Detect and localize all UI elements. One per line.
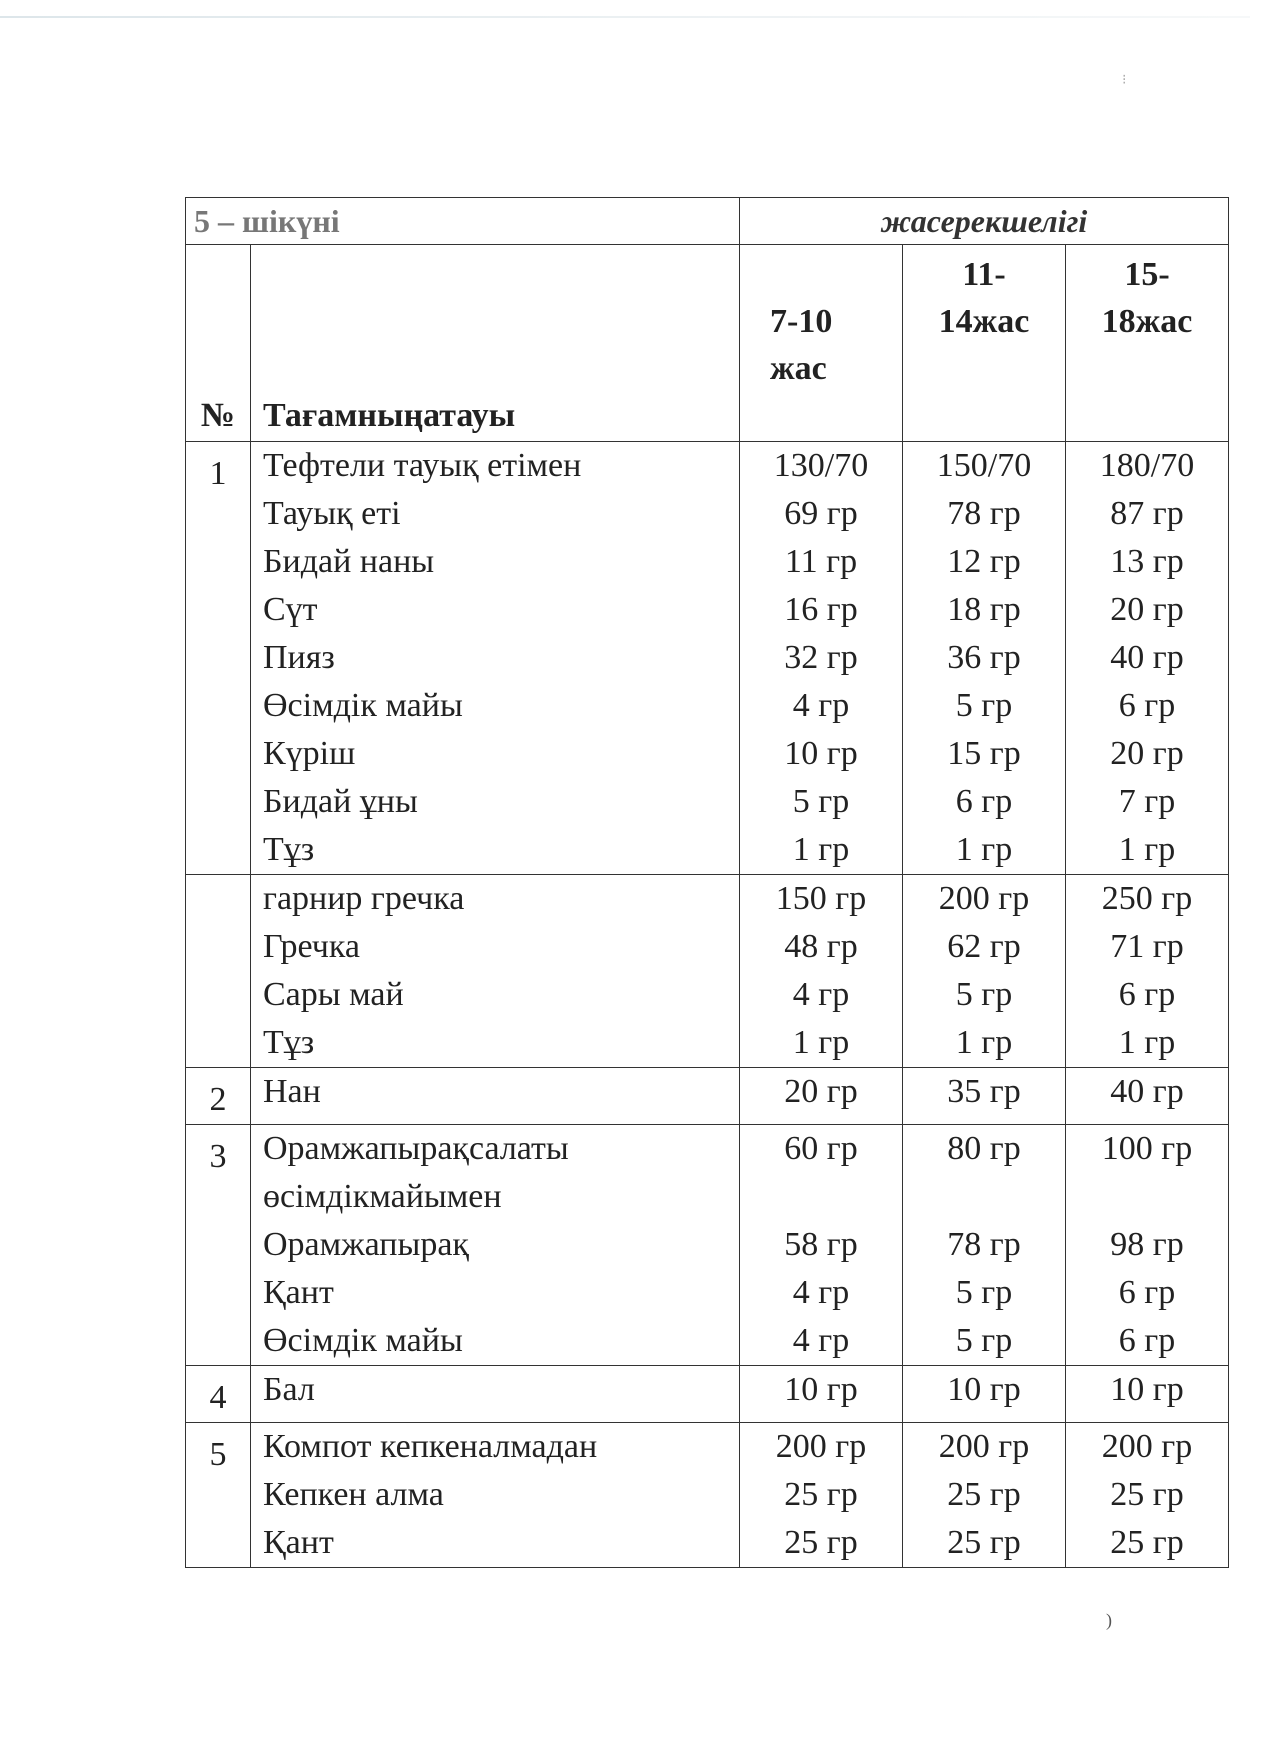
group-row [186,1366,1229,1423]
amount-value: 12 гр [947,543,1021,580]
amount-value: 25 гр [1110,1476,1184,1513]
item-name: Пияз [263,639,335,676]
item-name: Қант [263,1524,334,1561]
amount-value [740,1173,902,1221]
amount-value: 6 гр [1118,1274,1176,1311]
group-row [186,1068,1229,1125]
item-name: Тауық еті [263,495,401,532]
amount-value: 1 гр [792,1024,850,1061]
amount-value: 150 гр [775,880,867,917]
item-name: Күріш [263,735,356,772]
amount-value: 10 гр [1110,1371,1184,1408]
amount-cell-age-1 [903,875,1066,1068]
amount-cell-age-0 [740,875,903,1068]
item-name: Кепкен алма [263,1476,444,1513]
item-name: Қант [263,1274,334,1311]
amount-value: 87 гр [1110,495,1184,532]
scan-edge-line [0,16,1250,18]
amount-value: 25 гр [947,1524,1021,1561]
amount-value [903,1173,1065,1221]
amount-value: 5 гр [955,976,1013,1013]
item-name: Тұз [263,1024,315,1061]
amount-value: 6 гр [1118,687,1176,724]
amount-value: 1 гр [792,831,850,868]
amount-value: 18 гр [947,591,1021,628]
item-name: Тұз [263,831,315,868]
amount-value: 5 гр [955,1274,1013,1311]
age-line: 11- [962,256,1006,293]
amount-value: 16 гр [784,591,858,628]
amount-value: 20 гр [1110,735,1184,772]
group-row [186,442,1229,875]
item-name: Сүт [263,591,318,628]
item-name-cell [251,442,740,875]
age-line: жас [770,350,827,387]
amount-value [1066,1173,1228,1221]
group-number-cell: 5 [186,1423,251,1568]
amount-value: 200 гр [1101,1428,1193,1465]
amount-cell-age-0 [740,1423,903,1568]
day-label: 5 – шікүні [186,198,740,245]
item-name: гарнир гречка [263,880,465,917]
amount-cell-age-2 [1066,875,1229,1068]
amount-cell-age-1 [903,1423,1066,1568]
amount-value: 200 гр [938,880,1030,917]
amount-value: 78 гр [947,1226,1021,1263]
item-name: Компот кепкеналмадан [263,1428,598,1465]
amount-cell-age-0 [740,1125,903,1366]
amount-value: 36 гр [947,639,1021,676]
amount-cell-age-0 [740,1068,903,1125]
item-name: Орамжапырақсалаты [263,1130,569,1167]
amount-value: 78 гр [947,495,1021,532]
amount-value: 71 гр [1110,928,1184,965]
amount-value: 100 гр [1101,1130,1193,1167]
amount-value: 60 гр [784,1130,858,1167]
amount-cell-age-1 [903,442,1066,875]
item-name: Орамжапырақ [263,1226,469,1263]
amount-value: 250 гр [1101,880,1193,917]
amount-value: 25 гр [947,1476,1021,1513]
amount-cell-age-1 [903,1068,1066,1125]
amount-cell-age-2 [1066,1068,1229,1125]
column-number-header: № [186,245,251,442]
group-number-cell: 2 [186,1068,251,1125]
group-number-cell: 3 [186,1125,251,1366]
age-line: 14жас [938,303,1030,340]
amount-value: 48 гр [784,928,858,965]
column-age-11-14-header [903,245,1066,442]
amount-value: 20 гр [784,1073,858,1110]
amount-value: 1 гр [1118,831,1176,868]
item-name-cell [251,875,740,1068]
column-age-7-10-header [740,245,903,442]
group-number-cell: 4 [186,1366,251,1423]
amount-value: 6 гр [1118,1322,1176,1359]
amount-value: 32 гр [784,639,858,676]
amount-value: 10 гр [784,735,858,772]
item-name-cell [251,1366,740,1423]
amount-value: 7 гр [1118,783,1176,820]
amount-value: 6 гр [1118,976,1176,1013]
page-mark: ) [1106,1610,1112,1630]
group-row [186,1125,1229,1366]
group-number-cell [186,875,251,1068]
item-name: Нан [263,1073,321,1110]
group-row [186,875,1229,1068]
item-name: Бидай наны [263,543,435,580]
header-row-day [186,198,1229,245]
item-name: өсімдікмайымен [263,1178,502,1215]
item-name: Гречка [263,928,360,965]
amount-value: 25 гр [1110,1524,1184,1561]
item-name-cell [251,1125,740,1366]
amount-value: 20 гр [1110,591,1184,628]
amount-value: 4 гр [792,1274,850,1311]
item-name: Өсімдік майы [263,687,463,724]
group-row [186,1423,1229,1568]
amount-value: 200 гр [775,1428,867,1465]
amount-value: 11 гр [784,543,858,580]
amount-value: 1 гр [955,831,1013,868]
amount-value: 80 гр [947,1130,1021,1167]
amount-value: 98 гр [1110,1226,1184,1263]
amount-value: 35 гр [947,1073,1021,1110]
amount-value: 69 гр [784,495,858,532]
column-name-header: Тағамныңатауы [251,245,740,442]
amount-cell-age-2 [1066,1125,1229,1366]
amount-value: 4 гр [792,976,850,1013]
amount-value: 40 гр [1110,639,1184,676]
amount-cell-age-2 [1066,442,1229,875]
amount-value: 10 гр [784,1371,858,1408]
amount-cell-age-2 [1066,1423,1229,1568]
amount-value: 150/70 [936,447,1032,484]
age-line: 15- [1124,256,1170,293]
amount-value: 25 гр [784,1476,858,1513]
item-name-cell [251,1068,740,1125]
group-number-cell: 1 [186,442,251,875]
amount-value: 15 гр [947,735,1021,772]
amount-value: 4 гр [792,1322,850,1359]
amount-value: 200 гр [938,1428,1030,1465]
amount-value: 130/70 [773,447,869,484]
amount-cell-age-1 [903,1125,1066,1366]
amount-cell-age-2 [1066,1366,1229,1423]
amount-value: 1 гр [955,1024,1013,1061]
column-age-15-18-header [1066,245,1229,442]
amount-cell-age-1 [903,1366,1066,1423]
age-group-label: жасерекшелігі [740,198,1229,245]
item-name: Тефтели тауық етімен [263,447,582,484]
amount-value: 1 гр [1118,1024,1176,1061]
item-name-cell [251,1423,740,1568]
amount-value: 5 гр [955,1322,1013,1359]
age-line: 18жас [1101,303,1193,340]
amount-value: 6 гр [955,783,1013,820]
item-name: Өсімдік майы [263,1322,463,1359]
amount-value: 25 гр [784,1524,858,1561]
amount-value: 62 гр [947,928,1021,965]
amount-value: 58 гр [784,1226,858,1263]
amount-value: 5 гр [792,783,850,820]
amount-cell-age-0 [740,442,903,875]
header-row-columns [186,245,1229,442]
amount-value: 5 гр [955,687,1013,724]
amount-value: 13 гр [1110,543,1184,580]
amount-value: 40 гр [1110,1073,1184,1110]
item-name: Бидай ұны [263,783,418,820]
amount-value: 4 гр [792,687,850,724]
amount-cell-age-0 [740,1366,903,1423]
item-name: Сары май [263,976,404,1013]
amount-value: 10 гр [947,1371,1021,1408]
item-name: Бал [263,1371,315,1408]
scan-speck: ⁝ [1122,73,1127,88]
age-line: 7-10 [770,303,833,340]
menu-table [185,197,1229,1568]
amount-value: 180/70 [1099,447,1195,484]
